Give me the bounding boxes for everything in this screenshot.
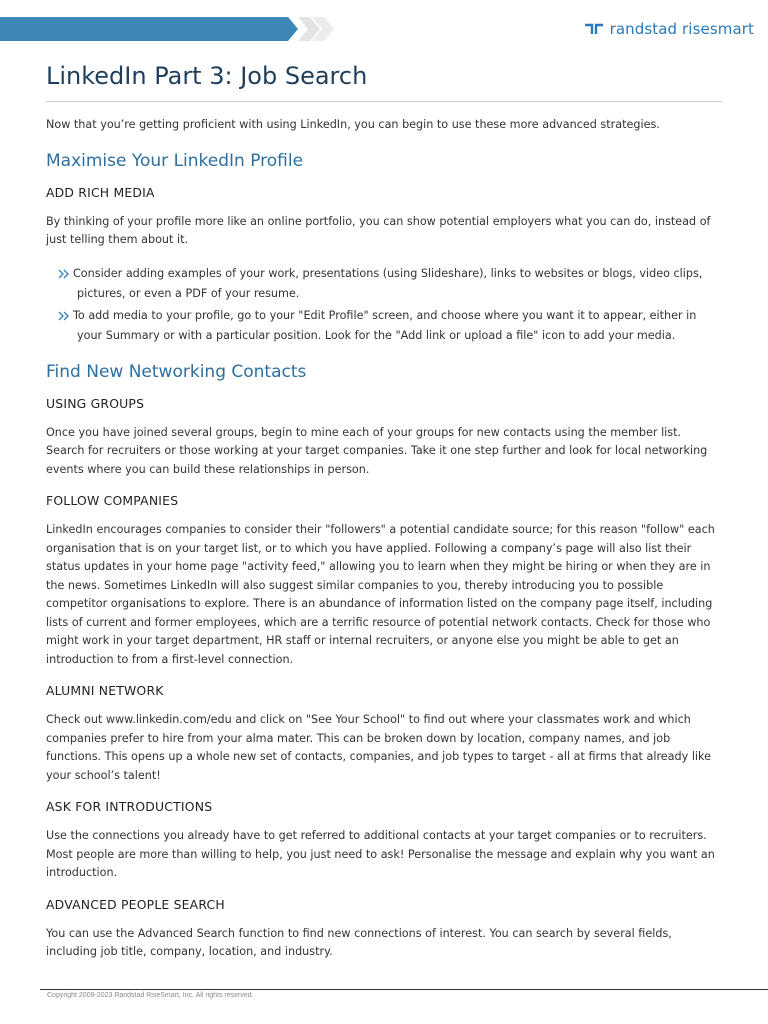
rich-media-bullets <box>46 264 722 346</box>
header-banner <box>0 17 340 41</box>
brand-logo <box>584 20 754 38</box>
page-title: LinkedIn Part 3: Job Search <box>46 62 368 90</box>
alumni-paragraph: Check out www.linkedin.com/edu and click on "See Your School" to find out where your classmates work and which companies prefer to hire from your alma mater. This can be broken down by location, company names, and job functions. This opens up a whole new set of contacts, companies, and job types to target - all at firms that already like your school’s talent! <box>46 713 711 782</box>
section-heading-networking: Find New Networking Contacts <box>46 361 307 382</box>
introductions-paragraph: Use the connections you already have to get referred to additional contacts at your target companies or to recruiters. Most people are more than willing to help, you just need to ask! Personalise the message and explain why you want an introduction. <box>46 829 715 879</box>
brand-name: randstad risesmart <box>609 20 754 38</box>
title-divider <box>46 101 722 102</box>
intro-paragraph: Now that you’re getting proficient with using LinkedIn, you can begin to use these more advanced strategies. <box>46 118 660 131</box>
subheading-advanced-search: ADVANCED PEOPLE SEARCH <box>46 896 225 912</box>
banner-bar <box>0 17 298 41</box>
section-heading-profile: Maximise Your LinkedIn Profile <box>46 150 304 171</box>
subheading-groups: USING GROUPS <box>46 395 145 411</box>
bullet-text: To add media to your profile, go to your "Edit Profile" screen, and choose where you want it to appear, either in your Summary or with a particular position. Look for the "Add link or upload a file" icon to add your media. <box>73 308 697 342</box>
rich-media-paragraph: By thinking of your profile more like an online portfolio, you can show potential employers what you can do, instead of just telling them about it. <box>46 214 711 246</box>
groups-paragraph: Once you have joined several groups, begin to mine each of your groups for new contacts using the member list. Search for recruiters or those working at your target companies. Take it one step further and look for local networking events where you can build these relationships in person. <box>46 425 708 476</box>
advanced-search-paragraph: You can use the Advanced Search function to find new connections of interest. You can search by several fields, including job title, company, location, and industry. <box>46 926 672 958</box>
subheading-rich-media: ADD RICH MEDIA <box>46 184 155 200</box>
footer-divider <box>40 989 768 990</box>
randstad-logo-icon <box>584 23 604 35</box>
bullet-text: Consider adding examples of your work, presentations (using Slideshare), links to websites or blogs, video clips, pictures, or even a PDF of your resume. <box>73 266 703 300</box>
double-chevron-icon <box>58 311 70 321</box>
subheading-introductions: ASK FOR INTRODUCTIONS <box>46 799 213 814</box>
subheading-alumni: ALUMNI NETWORK <box>46 683 164 698</box>
list-item <box>46 264 722 304</box>
companies-paragraph: LinkedIn encourages companies to consider their "followers" a potential candidate source; for this reason "follow" each organisation that is on your target list, or to which you have applied. Following a company’s page will also list their status updates in your home page "activity feed," allowing you to learn when they might be hiring or when they are in the news. Sometimes LinkedIn will also suggest similar companies to you, thereby introducing you to possible competitor organisations to explore. There is an abundance of information listed on the company page itself, including lists of current and former employees, which are a terrific resource of potential network contacts. Check for those who might work in your target department, HR staff or internal recruiters, or anyone else you might be able to get an introduction to from a first-level connection. <box>46 523 715 666</box>
copyright-text: Copyright 2009-2023 Randstad RiseSmart, Inc. All rights reserved. <box>47 992 254 999</box>
double-chevron-icon <box>58 269 70 279</box>
list-item <box>46 306 722 346</box>
document-body <box>46 116 722 976</box>
subheading-companies: FOLLOW COMPANIES <box>46 493 179 508</box>
